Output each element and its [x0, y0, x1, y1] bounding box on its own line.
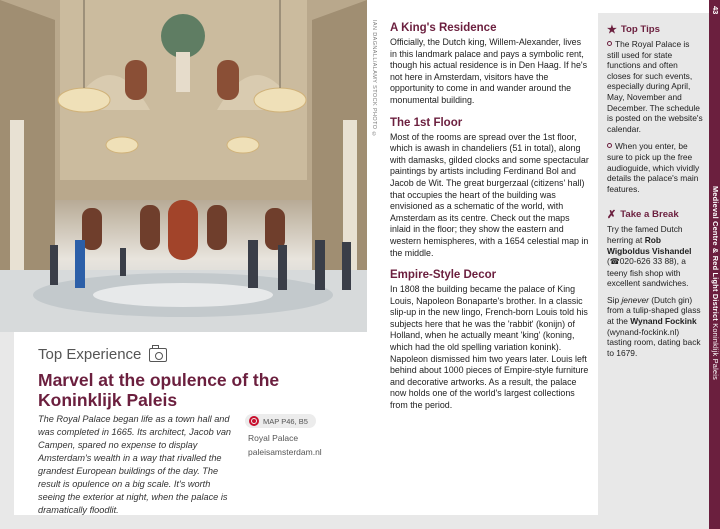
page-number: 43: [711, 6, 720, 15]
top-experience-title: Marvel at the opulence of the Koninklijk Paleis: [38, 370, 280, 410]
break-2-term: jenever: [621, 294, 649, 305]
take-a-break-label: Take a Break: [620, 209, 679, 221]
section-text-kings-residence: Officially, the Dutch king, Willem-Alexander, lives in this landmark palace and pays a symbolic rent, though his actual residence is in Den Haag. If he's not here in Amsterdam, visitors have the opportunity to come in and wander around the monumental building.: [390, 37, 588, 105]
break-1-name: Rob Wigboldus Vishandel: [607, 234, 692, 256]
take-a-break-heading: [607, 208, 703, 221]
break-2-mid: (Dutch gin) from a tulip-shaped glass at the: [607, 294, 701, 327]
camera-icon: [149, 348, 167, 362]
section-text-1st-floor: Most of the rooms are spread over the 1st floor, which is awash in chandeliers (51 in total), along with damasks, gilded clocks and some spectacular paintings by artists including Ferdinand Bol and Jacob de Wit. The great burgerzaal (citizens' hall) that occupies the heart of the building was envisioned as a schematic of the world, with Amsterdam as its centre. Check out the maps inlaid in the floor; they show the eastern and western hemispheres, with a 1654 celestial map in the middle.: [390, 131, 589, 258]
section-heading-kings-residence: A King's Residence: [390, 22, 497, 34]
tip-text: The Royal Palace is still used for state functions and often closes for such events, especially during April, May, November and December. The schedule is posted on the website's calendar.: [607, 39, 703, 134]
break-2-post: (wynand-fockink.nl) tasting room, dating back to 1679.: [607, 326, 701, 358]
bullet-icon: [607, 41, 612, 46]
map-reference-text: MAP P46, B5: [263, 416, 308, 426]
photo-credit: IAN DAGNALL/ALAMY STOCK PHOTO ©: [371, 20, 377, 138]
sidebar: [598, 13, 709, 529]
venue-website[interactable]: paleisamsterdam.nl: [248, 447, 322, 457]
chapter-title: [709, 186, 720, 380]
star-icon: ★: [607, 24, 617, 36]
top-experience-text: Top Experience: [38, 346, 142, 363]
break-1-pre: Try the famed Dutch herring at: [607, 224, 683, 245]
top-experience-label: [38, 346, 167, 363]
phone-icon: ☎: [609, 257, 620, 267]
top-tips-label: Top Tips: [620, 24, 660, 35]
break-2-name: Wynand Fockink: [630, 316, 697, 327]
chapter-bold: Medieval Centre & Red Light District: [711, 186, 720, 321]
tip-item: [607, 141, 703, 194]
palace-hall-illustration: [0, 0, 367, 332]
main-column: [390, 22, 590, 422]
break-1-phone: 020-626 33 88: [619, 256, 674, 267]
panel-margin: [0, 332, 14, 515]
top-experience-body: The Royal Palace began life as a town hall and was completed in 1665. Its architect, Jacob van Campen, spared no expense to display Amsterdam's wealth in a way that rivalled the grandest European buildings of the day. The result is opulence on a big scale. It's worth seeing the exterior at night, when the palace is dramatically floodlit.: [38, 414, 232, 515]
section-heading-1st-floor: The 1st Floor: [390, 116, 463, 129]
section-text-empire-style: In 1808 the building became the palace of King Louis, Napoleon Bonaparte's brother. In a classic slip-up in the new lingo, French-born Louis told his subjects here that he was the 'rabbit' (konijn) of Holland, when he actually meant 'king' (koning, which had the old spelling variation konink). Napoleon dismissed him two years later. Louis left behind about 1000 pieces of Empire-style furniture and decorative artworks. As a result, the palace now holds one of the world's largest collections from the period.: [390, 284, 589, 411]
venue-info: [248, 431, 322, 459]
chapter-rest: Koninklijk Paleis: [711, 323, 720, 380]
palace-interior-photo: [0, 0, 367, 332]
tip-item: [607, 39, 703, 134]
break-item-1: Try the famed Dutch herring at Rob Wigboldus Vishandel (☎020-626 33 88), a teeny fish shop with excellent sandwiches.: [607, 224, 692, 289]
break-1-post: a teeny fish shop with excellent sandwiches.: [607, 256, 689, 289]
map-reference[interactable]: [245, 414, 316, 428]
break-2-pre: Sip: [607, 294, 620, 305]
bullet-icon: [607, 143, 612, 148]
bottom-margin: [0, 515, 598, 529]
section-heading-empire-style: Empire-Style Decor: [390, 269, 497, 282]
break-item-2: [607, 295, 703, 359]
top-tips-heading: [607, 23, 703, 36]
tip-text: When you enter, be sure to pick up the free audioguide, which vividly details the palace's main features.: [607, 141, 700, 194]
cutlery-icon: ✗: [607, 209, 617, 222]
map-pin-icon: [249, 416, 259, 426]
venue-name: Royal Palace: [248, 433, 299, 443]
